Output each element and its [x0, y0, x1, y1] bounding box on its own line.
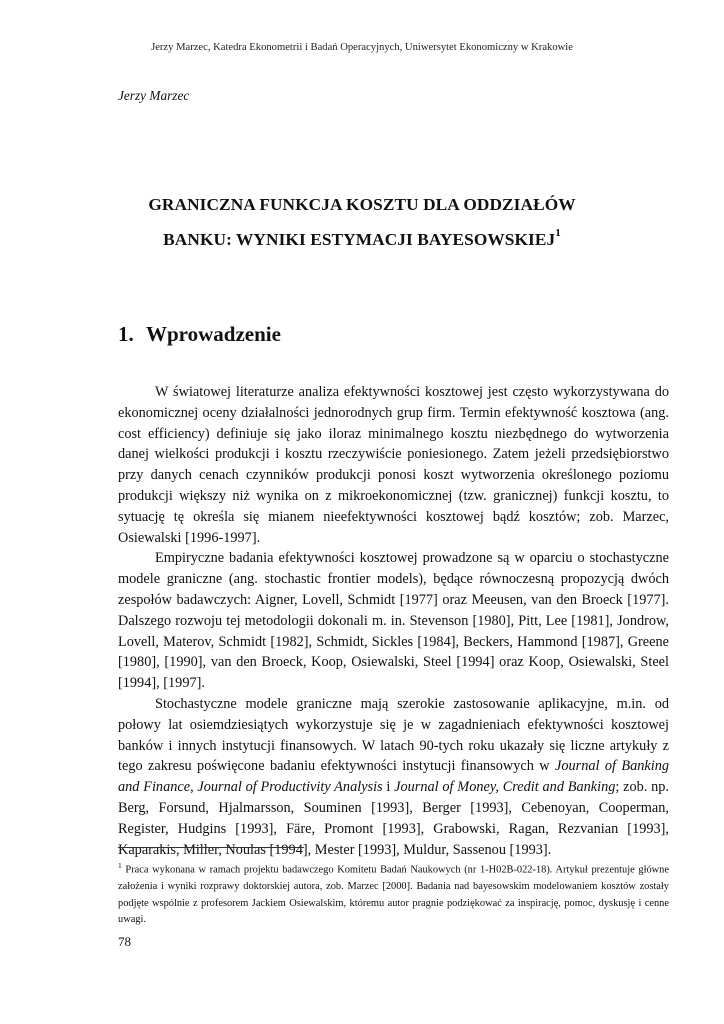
author-name: Jerzy Marzec [118, 88, 190, 103]
title-line-2 [100, 220, 624, 255]
section-number: 1. [118, 322, 134, 346]
paper-title [100, 190, 624, 255]
section-heading [118, 322, 281, 347]
paragraph-2: Empiryczne badania efektywności kosztowej prowadzone są w oparciu o stochastyczne modele graniczne (ang. stochastic frontier models), będące równoczesną propozycją dwóch zespołów badawczych: Aigner, Lovell, Schmidt [1977] oraz Meeusen, van den Broeck [1977]. Dalszego rozwoju tej metodologii dokonali m. in. Stevenson [1980], Pitt, Lee [1981], Jondrow, Lovell, Materov, Schmidt [1982], Schmidt, Sickles [1984], Beckers, Hammond [1987], Greene [1980], [1990], van den Broeck, Koop, Osiewalski, Steel [1994] oraz Koop, Osiewalski, Steel [1994], [1997]. [118, 550, 669, 692]
journal-name-3: Journal of Money, Credit and Banking [394, 779, 616, 796]
title-line-2-text: BANKU: WYNIKI ESTYMACJI BAYESOWSKIEJ [163, 229, 556, 249]
paragraph-1: W światowej literaturze analiza efektywności kosztowej jest często wykorzystywana do ekonomicznej oceny działalności jednorodnych grup firm. Termin efektywność kosztowa (ang. cost efficiency) definiuje się jako iloraz minimalnego kosztu niezbędnego do wytworzenia danej wielkości produkcji i kosztu rzeczywiście poniesionego. Zatem jeżeli przedsiębiorstwo przy danych cenach czynników produkcji ponosi koszt wytworzenia określonego poziomu produkcji większy niż wynika on z mikroekonomicznej (tzw. granicznej) funkcji kosztu, to sytuację tę określa się mianem nieefektywności kosztowej bądź kosztów; zob. Marzec, Osiewalski [1996-1997]. [118, 384, 669, 546]
journal-name-1: Journal of Banking and Finance [118, 758, 670, 796]
footnote [118, 858, 669, 929]
paragraph-3-text-b: ; zob. np. Berg, Forsund, Hjalmarsson, Souminen [1993], Berger [1993], Cebenoyan, Cooperman, Register, Hudgins [1993], Färe, Promont [1993], Grabowski, Ragan, Rezvanian [1993], Kaparakis, Miller, Noulas [1994], Mester [1993], Muldur, Sassenou [1993]. [118, 779, 669, 858]
paragraph-3 [118, 694, 669, 860]
journal-separator-2: i [382, 779, 395, 796]
footnote-divider [118, 847, 304, 848]
paragraph-3-text-a: Stochastyczne modele graniczne mają szerokie zastosowanie aplikacyjne, m.in. od połowy lat osiemdziesiątych wykorzystuje się je w zagadnieniach efektywności kosztowej banków i innych instytucji finansowych. W latach 90-tych roku ukazały się liczne artykuły z tego zakresu poświęcone badaniu efektywności instytucji finansowych w [118, 695, 669, 775]
section-title: Wprowadzenie [146, 322, 281, 346]
body-text [118, 382, 669, 860]
journal-name-2: Journal of Productivity Analysis [197, 779, 383, 796]
footnote-mark: 1 [118, 861, 122, 870]
title-footnote-mark[interactable]: 1 [555, 227, 561, 239]
journal-separator-1: , [190, 779, 198, 796]
title-line-1: GRANICZNA FUNKCJA KOSZTU DLA ODDZIAŁÓW [148, 195, 576, 214]
page-number: 78 [118, 934, 131, 949]
footnote-text: Praca wykonana w ramach projektu badawczego Komitetu Badań Naukowych (nr 1-H02B-022-18). Artykuł prezentuje główne założenia i wyniki rozprawy doktorskiej autora, zob. Marzec [2000]. Badania nad bayesowskim modelowaniem kosztów zostały podjęte wspólnie z profesorem Jackiem Osiewalskim, któremu autor pragnie podziękować za inspirację, pomoc, dyskusję i cenne uwagi. [118, 864, 669, 926]
running-header: Jerzy Marzec, Katedra Ekonometrii i Badań Operacyjnych, Uniwersytet Ekonomiczny w Krakowie [151, 42, 573, 53]
